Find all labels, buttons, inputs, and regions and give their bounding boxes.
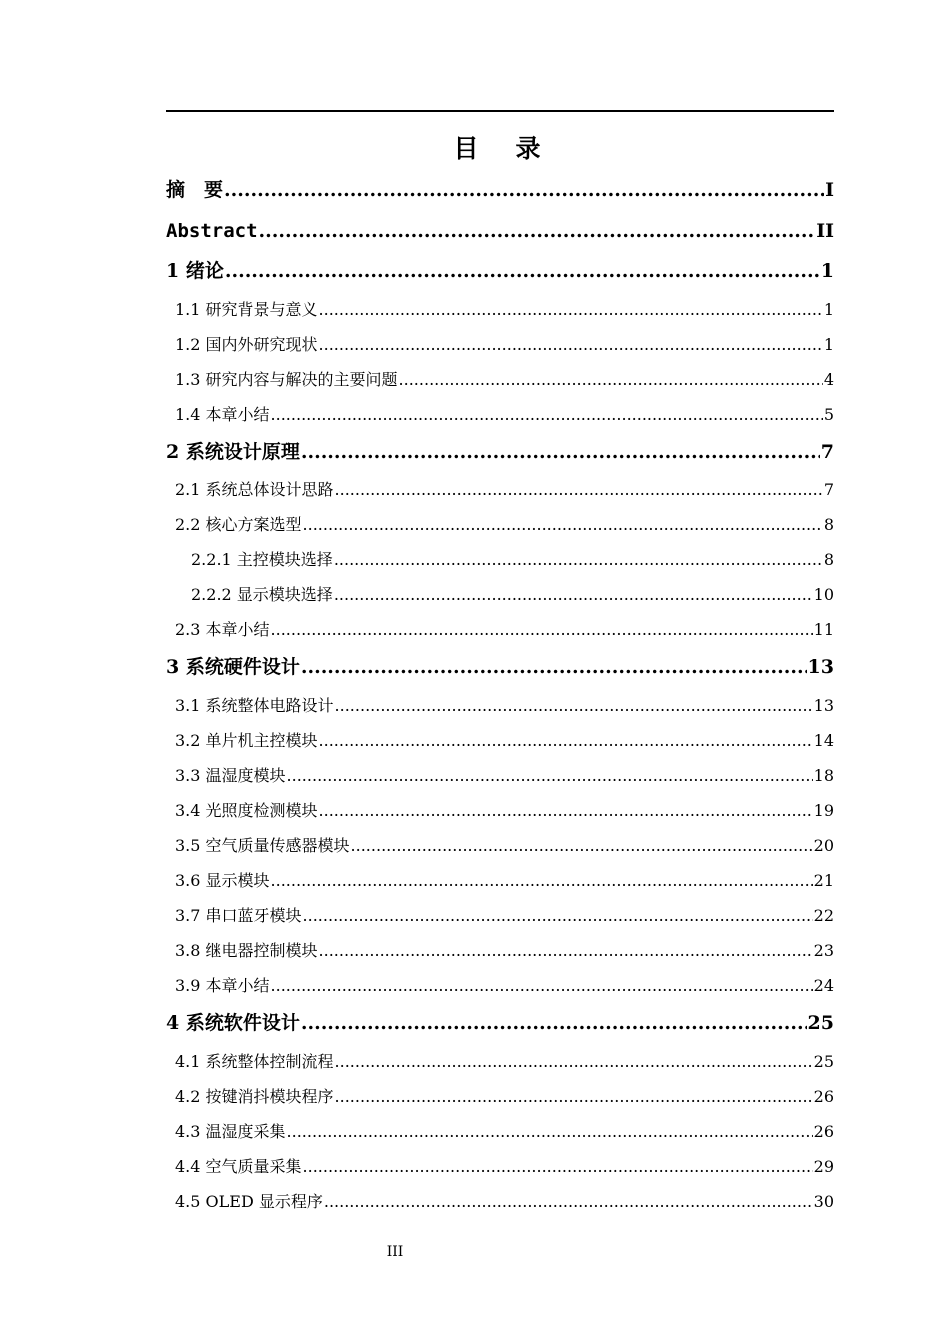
toc-entry[interactable] [166,170,834,211]
toc-entry-page: 22 [813,905,834,925]
toc-entry-page: 5 [823,404,834,424]
toc-entry[interactable] [166,933,834,968]
toc-entry-label: 4.4 空气质量采集 [175,1156,302,1176]
toc-entry-label: 2 系统设计原理 [166,440,300,463]
toc-entry-page: 8 [823,550,834,570]
toc-entry-label: 3.1 系统整体电路设计 [175,695,334,715]
toc-entry-page: 14 [813,730,834,750]
header-rule [166,110,834,112]
toc-entry-page: 18 [813,765,834,785]
toc-entry[interactable] [166,1003,834,1044]
toc-entry-label: 1 绪论 [166,260,224,283]
toc-entry-label: 3.3 温湿度模块 [175,765,286,785]
toc-entry-label: 4.1 系统整体控制流程 [175,1051,334,1071]
toc-entry[interactable] [166,793,834,828]
dot-leader [271,612,813,647]
toc-entry[interactable] [166,1114,834,1149]
toc-entry[interactable] [166,432,834,473]
toc-entry-label: 3.7 串口蓝牙模块 [175,905,302,925]
toc-entry[interactable] [166,898,834,933]
toc-entry-label: 4.2 按键消抖模块程序 [175,1086,334,1106]
toc-entry[interactable] [166,397,834,432]
toc-entry-page: 19 [813,800,834,820]
toc-entry[interactable] [166,1184,834,1219]
toc-entry[interactable] [166,968,834,1003]
toc-entry-page: 1 [823,299,834,319]
dot-leader [287,758,813,793]
dot-leader [319,723,813,758]
dot-leader [334,542,823,577]
toc-entry[interactable] [166,758,834,793]
toc-entry-page: 7 [823,480,834,500]
toc-entry-page: 1 [820,260,834,283]
toc-entry-label: 摘 要 [166,179,224,201]
toc-entry-page: 11 [813,620,834,640]
toc-entry-label: 1.2 国内外研究现状 [175,334,318,354]
dot-leader [319,933,813,968]
toc-entry[interactable] [166,577,834,612]
toc-entry-label: 3.9 本章小结 [175,975,270,995]
toc-list [166,170,834,1219]
toc-entry-page: 4 [823,369,834,389]
toc-entry[interactable] [166,507,834,542]
dot-leader [334,577,813,612]
toc-entry-label: 2.3 本章小结 [175,620,270,640]
dot-leader [351,828,813,863]
dot-leader [303,507,823,542]
toc-entry[interactable] [166,1079,834,1114]
toc-entry-page: 25 [813,1051,834,1071]
toc-entry-label: 2.2.1 主控模块选择 [191,550,333,570]
toc-entry-page: 23 [813,940,834,960]
dot-leader [335,1079,813,1114]
toc-entry[interactable] [166,1044,834,1079]
toc-entry-page: 7 [820,440,834,463]
dot-leader [303,1149,813,1184]
toc-entry-label: 2.2.2 显示模块选择 [191,585,333,605]
dot-leader [287,1114,813,1149]
toc-entry-label: 2.2 核心方案选型 [175,515,302,535]
dot-leader [319,292,823,327]
toc-entry[interactable] [166,723,834,758]
toc-entry[interactable] [166,292,834,327]
dot-leader [271,968,813,1003]
toc-entry-label: 4.5 OLED 显示程序 [175,1191,323,1211]
dot-leader [259,211,816,252]
toc-entry-page: 13 [813,695,834,715]
toc-entry[interactable] [166,362,834,397]
toc-entry-page: 25 [807,1011,834,1034]
dot-leader [301,432,820,473]
toc-entry-label: 1.1 研究背景与意义 [175,299,318,319]
toc-entry-page: 29 [813,1156,834,1176]
toc-entry-page: 26 [813,1086,834,1106]
toc-entry-page: 8 [823,515,834,535]
dot-leader [335,688,813,723]
toc-entry-label: 1.4 本章小结 [175,404,270,424]
toc-entry[interactable] [166,647,834,688]
toc-entry[interactable] [166,472,834,507]
toc-entry-label: 2.1 系统总体设计思路 [175,480,334,500]
toc-entry[interactable] [166,612,834,647]
toc-entry[interactable] [166,542,834,577]
dot-leader [319,793,813,828]
toc-entry-label: 3.4 光照度检测模块 [175,800,318,820]
toc-entry-page: 20 [813,835,834,855]
dot-leader [301,647,807,688]
toc-entry[interactable] [166,211,834,252]
toc-entry-label: 3 系统硬件设计 [166,656,300,679]
toc-entry-page: 13 [807,656,834,679]
dot-leader [271,397,823,432]
dot-leader [399,362,823,397]
dot-leader [335,1044,813,1079]
toc-entry[interactable] [166,1149,834,1184]
toc-entry-page: 1 [823,334,834,354]
toc-entry-page: II [816,219,834,242]
toc-entry-label: 4.3 温湿度采集 [175,1121,286,1141]
toc-entry[interactable] [166,327,834,362]
dot-leader [225,251,820,292]
toc-entry-label: Abstract [166,219,258,242]
toc-entry-page: 30 [813,1191,834,1211]
dot-leader [224,170,824,211]
toc-entry-label: 3.2 单片机主控模块 [175,730,318,750]
dot-leader [324,1184,813,1219]
toc-entry-label: 3.5 空气质量传感器模块 [175,835,350,855]
dot-leader [303,898,813,933]
toc-entry-page: 24 [813,975,834,995]
toc-entry[interactable] [166,251,834,292]
toc-entry-page: 21 [813,870,834,890]
toc-entry-page: 26 [813,1121,834,1141]
dot-leader [319,327,823,362]
dot-leader [271,863,813,898]
page-number: III [386,1244,404,1260]
toc-entry[interactable] [166,863,834,898]
toc-entry-page: 10 [813,585,834,605]
toc-entry-label: 3.6 显示模块 [175,870,270,890]
toc-entry[interactable] [166,688,834,723]
toc-title: 目 录 [453,134,547,163]
toc-entry-label: 3.8 继电器控制模块 [175,940,318,960]
toc-entry-label: 4 系统软件设计 [166,1011,300,1034]
dot-leader [335,472,823,507]
toc-entry-page: I [825,179,834,201]
toc-entry-label: 1.3 研究内容与解决的主要问题 [175,369,398,389]
dot-leader [301,1003,807,1044]
toc-entry[interactable] [166,828,834,863]
